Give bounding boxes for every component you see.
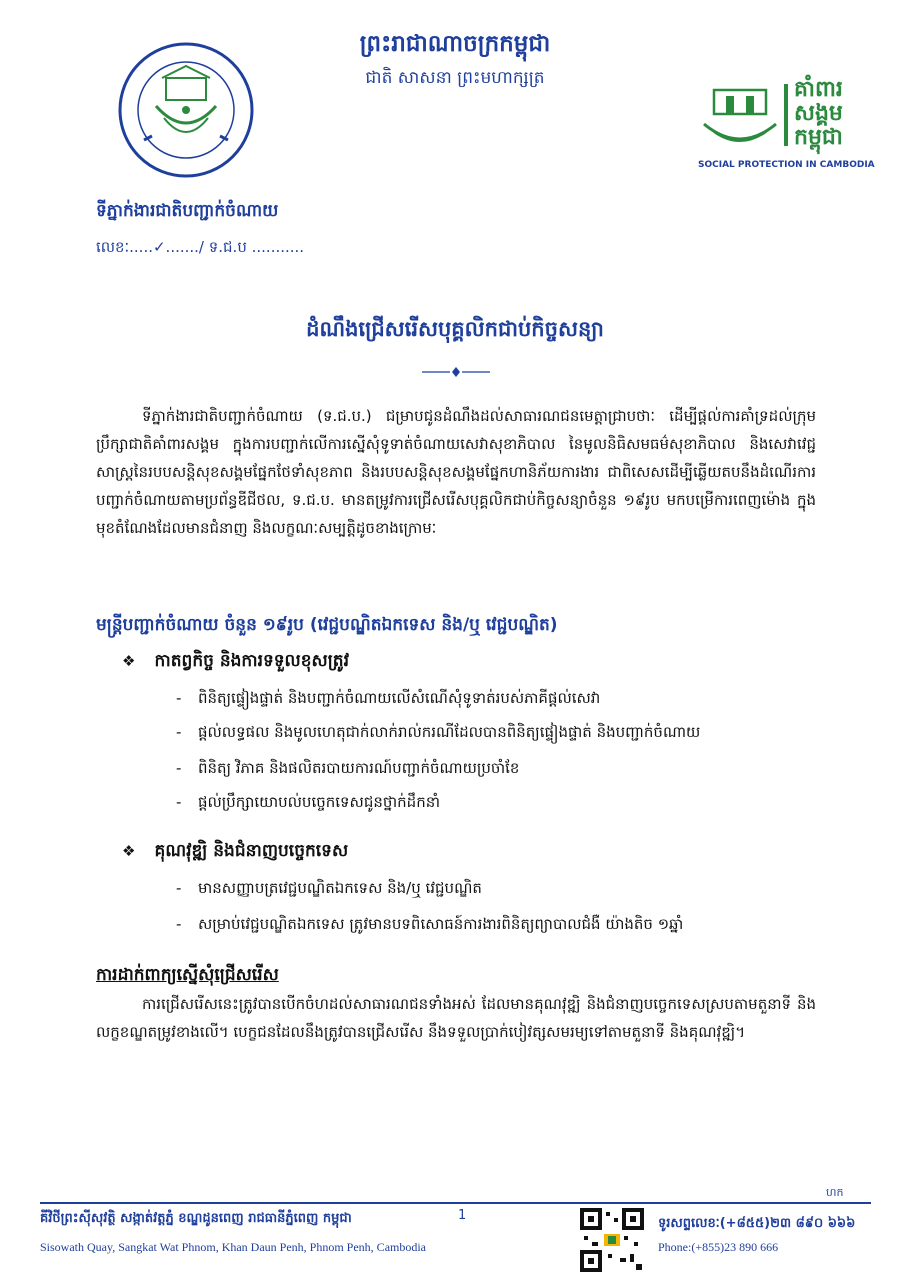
footer-phone-km: ទូរសព្ទលេខៈ(+៨៥៥)២៣ ៨៩០ ៦៦៦: [658, 1216, 856, 1231]
diamond-bullet-icon: ❖: [122, 652, 136, 670]
qualifications-heading: គុណវុឌ្ឍិ និងជំនាញបច្ចេកទេស: [154, 841, 349, 861]
list-item: - ពិនិត្យផ្ទៀងផ្ទាត់ និងបញ្ជាក់ចំណាយលើសំណើសុំទូទាត់របស់ភាគីផ្តល់សេវា: [176, 689, 601, 707]
temple-emblem-icon: [700, 84, 780, 150]
application-paragraph: ការជ្រើសរើសនេះត្រូវបានបើកចំហដល់សាធារណជនទាំងអស់ ដែលមានគុណវុឌ្ឍិ និងជំនាញបច្ចេកទេសស្របតាមតួនាទី និងលក្ខខណ្ឌតម្រូវខាងលើ។ បេក្ខជនដែលនឹងត្រូវបានជ្រើសរើស នឹងទទួលប្រាក់បៀវត្សសមរម្យទៅតាមតួនាទី និងគុណវុឌ្ឍិ។: [96, 995, 816, 1041]
footer-phone-en: Phone:(+855)23 890 666: [658, 1240, 779, 1254]
page-number: 1: [458, 1208, 467, 1223]
social-protection-logo: [698, 70, 875, 180]
list-item: - ពិនិត្យ វិភាគ និងផលិតរបាយការណ៍បញ្ជាក់ចំណាយប្រចាំខែ: [176, 759, 520, 777]
logo-km-line2: សង្គម: [794, 101, 843, 126]
diamond-bullet-icon: ❖: [122, 842, 136, 860]
duties-section: [122, 650, 349, 675]
list-item: - មានសញ្ញាបត្រវេជ្ជបណ្ឌិតឯកទេស និង/ឬ វេជ្ជបណ្ឌិត: [176, 879, 482, 897]
announcement-title: ដំណឹងជ្រើសរើសបុគ្គលិកជាប់កិច្ចសន្យា: [306, 317, 604, 341]
national-motto: ជាតិ សាសនា ព្រះមហាក្សត្រ: [365, 68, 545, 88]
footer-address-en: Sisowath Quay, Sangkat Wat Phnom, Khan Daun Penh, Phnom Penh, Cambodia: [40, 1240, 427, 1254]
position-heading: មន្ត្រីបញ្ជាក់ចំណាយ ចំនួន ១៩រូប (វេជ្ជបណ្ឌិតឯកទេស និង/ឬ វេជ្ជបណ្ឌិត): [96, 615, 558, 635]
footer-address-km: គីវិថីព្រះស៊ីសុវត្ថិ សង្កាត់វត្តភ្នំ ខណ្ឌដូនពេញ រាជធានីភ្នំពេញ កម្ពុជា: [40, 1211, 352, 1226]
logo-km-line1: គាំពារ: [794, 77, 843, 102]
office-name: ទីភ្នាក់ងារជាតិបញ្ជាក់ចំណាយ: [96, 201, 279, 221]
footer-divider: [40, 1202, 871, 1204]
list-item: - សម្រាប់វេជ្ជបណ្ឌិតឯកទេស ត្រូវមានបទពិសោធន៍ការងារពិនិត្យព្យាបាលជំងឺ យ៉ាងតិច ១ឆ្នាំ: [176, 915, 684, 933]
qr-code-icon: [580, 1208, 644, 1272]
ornament-divider-icon: [420, 366, 492, 378]
logo-label: SOCIAL PROTECTION IN CAMBODIA: [698, 160, 875, 170]
duties-heading: កាតព្វកិច្ច និងការទទួលខុសត្រូវ: [154, 651, 349, 671]
agency-seal-icon: [116, 40, 256, 180]
kingdom-title: ព្រះរាជាណាចក្រកម្ពុជា: [359, 31, 551, 57]
initials-mark: ហក: [826, 1186, 844, 1199]
list-item: - ផ្តល់លទ្ធផល និងមូលហេតុជាក់លាក់រាល់ករណីដែលបានពិនិត្យផ្ទៀងផ្ទាត់ និងបញ្ជាក់ចំណាយ: [176, 723, 701, 741]
list-item: - ផ្តល់ប្រឹក្សាយោបល់បច្ចេកទេសជូនថ្នាក់ដឹកនាំ: [176, 793, 440, 811]
qualifications-section: [122, 840, 348, 865]
reference-number: លេខៈ.....✓......./ ទ.ជ.ប ...........: [96, 238, 305, 256]
application-heading: ការដាក់ពាក្យស្នើសុំជ្រើសរើស: [96, 965, 279, 985]
logo-km-line3: កម្ពុជា: [794, 125, 843, 150]
intro-paragraph: ទីភ្នាក់ងារជាតិបញ្ជាក់ចំណាយ (ទ.ជ.ប.) ជម្រាបជូនដំណឹងដល់សាធារណជនមេត្តាជ្រាបថាៈ ដើម្បីផ្តល់ការគាំទ្រដល់ក្រុមប្រឹក្សាជាតិគាំពារសង្គម ក្នុងការបញ្ជាក់លើការស្នើសុំទូទាត់ចំណាយសេវាសុខាភិបាល នៃមូលនិធិសមធម៌សុខាភិបាល និងសេវាវេជ្ជសាស្ត្រនៃរបបសន្តិសុខសង្គមផ្នែកថែទាំសុខភាព និងរបបសន្តិសុខសង្គមផ្នែកហានិភ័យការងារ ជាពិសេសដើម្បីឆ្លើយតបនឹងដំណើរការបញ្ជាក់ចំណាយតាមប្រព័ន្ធឌីជីថល, ទ.ជ.ប. មានតម្រូវការជ្រើសរើសបុគ្គលិកជាប់កិច្ចសន្យាចំនួន ១៩រូប មកបម្រើការពេញម៉ោង ក្នុងមុខតំណែងដែលមានជំនាញ និងលក្ខណៈសម្បត្តិដូចខាងក្រោមៈ: [96, 407, 816, 537]
